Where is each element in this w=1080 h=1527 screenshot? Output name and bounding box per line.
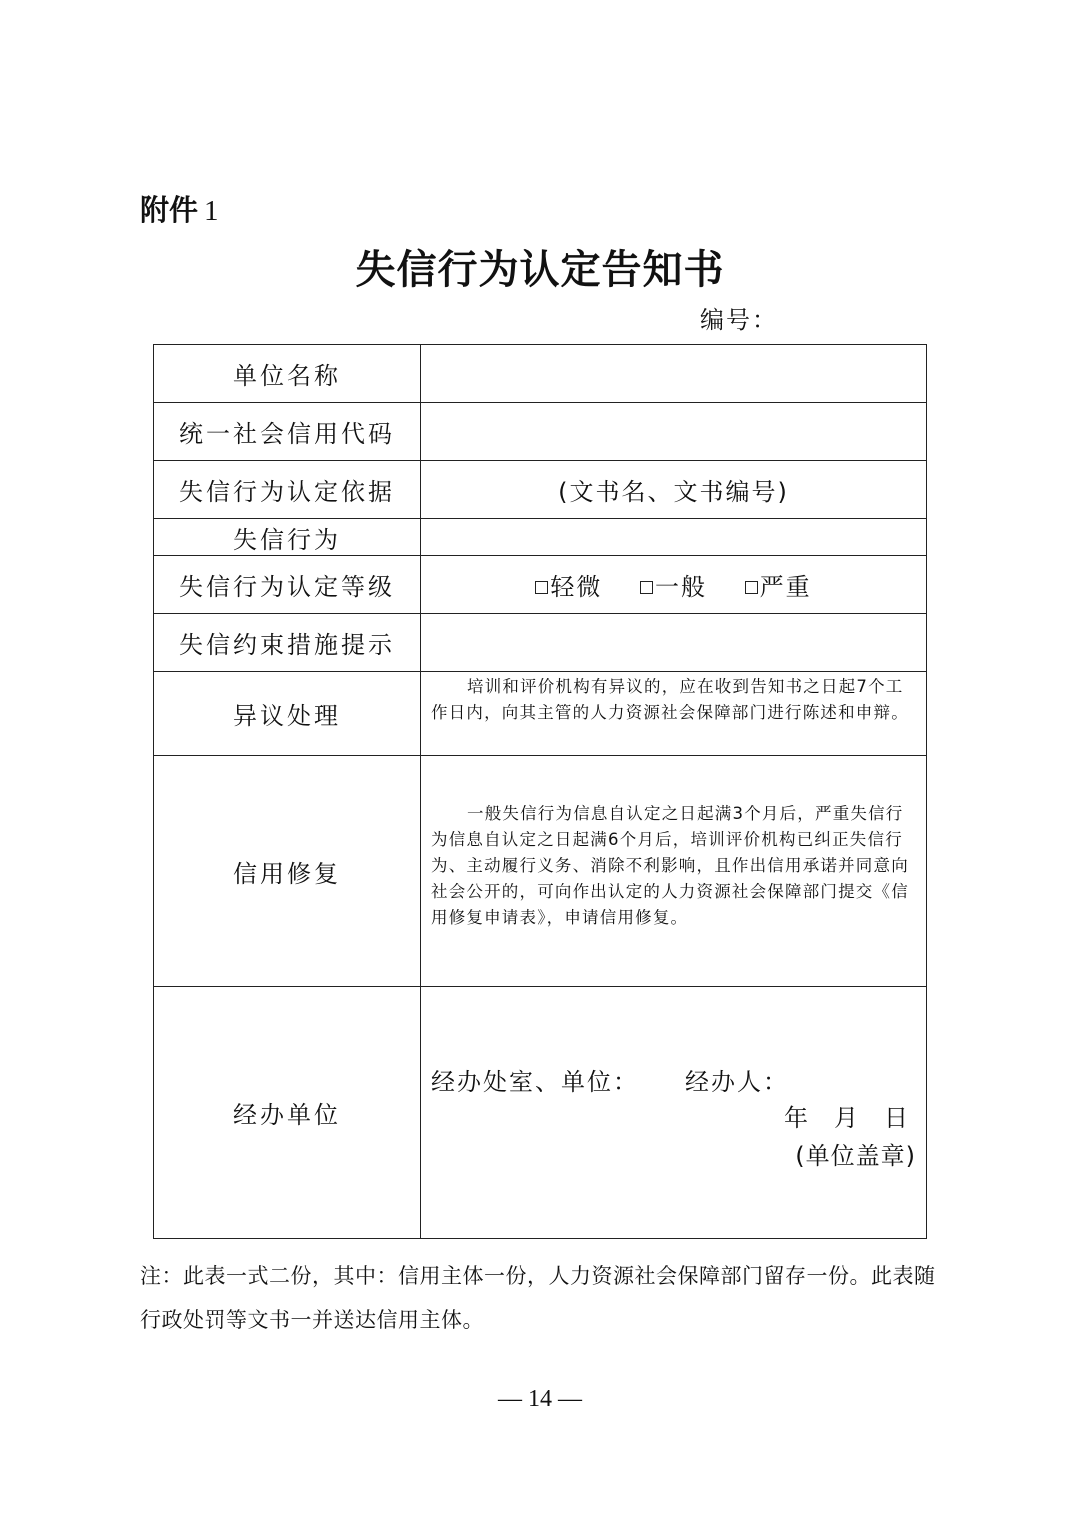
basis-label: 失信行为认定依据	[154, 461, 421, 519]
level-option-severe-label: 严重	[759, 573, 812, 601]
row-level	[154, 556, 927, 614]
level-option-general-label: 一般	[655, 573, 707, 601]
level-label: 失信行为认定等级	[154, 556, 421, 614]
row-credit-code	[154, 403, 927, 461]
objection-label: 异议处理	[154, 672, 421, 756]
objection-text-block	[421, 672, 926, 726]
page-number: — 14 —	[498, 1386, 582, 1412]
footnote: 注：此表一式二份，其中：信用主体一份，人力资源社会保障部门留存一份。此表随行政处罚等文书一并送达信用主体。	[140, 1264, 936, 1332]
office-label: 经办处室、单位：	[431, 1067, 639, 1096]
objection-text: 培训和评价机构有异议的，应在收到告知书之日起7个工作日内，向其主管的人力资源社会保障部门进行陈述和申辩。	[431, 677, 909, 722]
row-unit-name	[154, 345, 927, 403]
handler-label: 经办人：	[685, 1067, 789, 1096]
attachment-text: 附件	[140, 193, 199, 227]
date-line	[758, 1098, 908, 1133]
row-repair	[154, 756, 927, 987]
page-title: 失信行为认定告知书	[355, 247, 725, 293]
repair-cell	[421, 756, 927, 987]
level-option-general[interactable]	[640, 567, 707, 602]
handling-label: 经办单位	[154, 987, 421, 1239]
behavior-field[interactable]	[421, 519, 927, 556]
credit-code-label: 统一社会信用代码	[154, 403, 421, 461]
repair-text: 一般失信行为信息自认定之日起满3个月后，严重失信行为信息自认定之日起满6个月后，培训评价机构已纠正失信行为、主动履行义务、消除不利影响，且作出信用承诺并同意向社会公开的，可向作出认定的人力资源社会保障部门提交《信用修复申请表》，申请信用修复。	[431, 804, 909, 927]
serial-number-label: 编号：	[700, 306, 778, 334]
seal-label: (单位盖章)	[795, 1141, 916, 1170]
checkbox-icon[interactable]	[535, 581, 548, 594]
row-handling	[154, 987, 927, 1239]
level-option-severe[interactable]	[745, 567, 812, 602]
notice-form-table	[153, 344, 927, 1239]
behavior-label: 失信行为	[154, 519, 421, 556]
row-basis	[154, 461, 927, 519]
unit-name-field[interactable]	[421, 345, 927, 403]
handling-cell	[421, 987, 927, 1239]
credit-code-field[interactable]	[421, 403, 927, 461]
row-behavior	[154, 519, 927, 556]
level-option-minor[interactable]	[535, 567, 602, 602]
basis-field[interactable]: (文书名、文书编号)	[421, 461, 927, 519]
repair-text-block	[421, 799, 926, 931]
attachment-label	[140, 188, 219, 229]
measures-field[interactable]	[421, 614, 927, 672]
repair-label: 信用修复	[154, 756, 421, 987]
objection-cell	[421, 672, 927, 756]
date-day: 日	[884, 1103, 908, 1132]
measures-label: 失信约束措施提示	[154, 614, 421, 672]
date-month: 月	[834, 1103, 858, 1132]
signature-area	[421, 988, 926, 1238]
row-measures	[154, 614, 927, 672]
row-objection	[154, 672, 927, 756]
checkbox-icon[interactable]	[745, 581, 758, 594]
unit-name-label: 单位名称	[154, 345, 421, 403]
level-options	[421, 556, 927, 614]
attachment-number: 1	[204, 195, 219, 227]
date-year: 年	[784, 1103, 808, 1132]
level-option-minor-label: 轻微	[550, 573, 603, 601]
checkbox-icon[interactable]	[640, 581, 653, 594]
